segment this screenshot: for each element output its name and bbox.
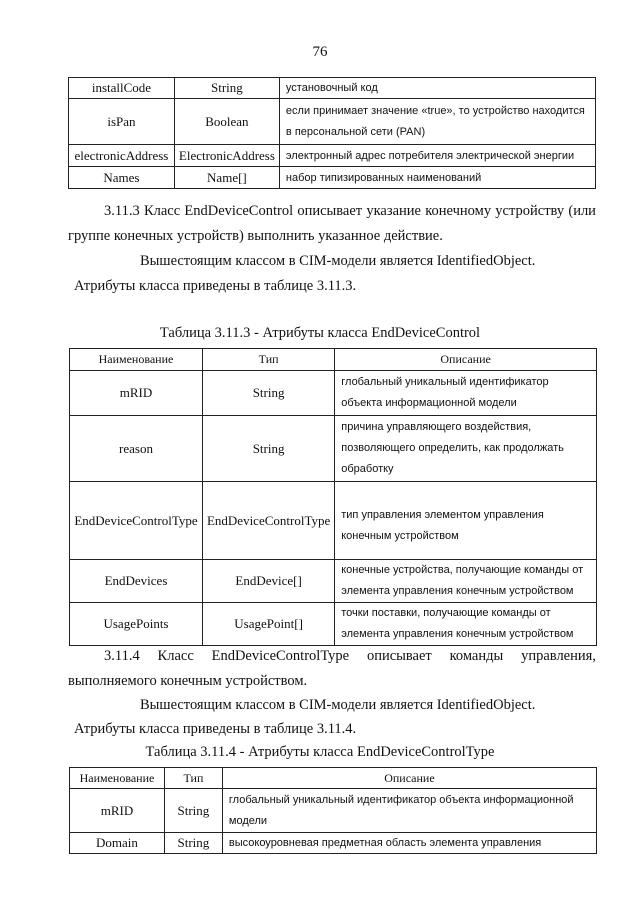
table-3-11-4 <box>69 767 597 854</box>
section-3-11-3-line-4: Атрибуты класса приведены в таблице 3.11.3. <box>74 278 357 294</box>
attr-type: String <box>202 416 334 482</box>
attr-type: EndDevice[] <box>202 560 334 603</box>
section-3-11-4-line-3: Вышестоящим классом в CIM-модели является IdentifiedObject. <box>140 697 536 713</box>
attr-type: Name[] <box>174 167 279 189</box>
attr-desc: причина управляющего воздействия, позволяющего определить, как продолжать обработку <box>335 416 597 482</box>
table-row <box>69 99 596 145</box>
column-header: Наименование <box>70 768 165 789</box>
attr-name: EndDeviceControlType <box>70 482 203 560</box>
attr-name: reason <box>70 416 203 482</box>
table-row <box>70 560 597 603</box>
table-row <box>70 833 597 854</box>
attr-name: Domain <box>70 833 165 854</box>
table-header-row <box>70 768 597 789</box>
attr-desc: набор типизированных наименований <box>279 167 595 189</box>
table-3-11-3 <box>69 348 597 646</box>
attr-name: isPan <box>69 99 175 145</box>
section-3-11-3-line-3: Вышестоящим классом в CIM-модели является IdentifiedObject. <box>140 253 536 269</box>
table-row <box>70 789 597 833</box>
attr-desc: установочный код <box>279 78 595 99</box>
table-row <box>70 482 597 560</box>
column-header: Описание <box>222 768 596 789</box>
attr-name: EndDevices <box>70 560 203 603</box>
attr-desc: конечные устройства, получающие команды от элемента управления конечным устройством <box>335 560 597 603</box>
attr-desc: если принимает значение «true», то устройство находится в персональной сети (PAN) <box>279 99 595 145</box>
section-3-11-3-line-1: 3.11.3 Класс EndDeviceControl описывает указание конечному устройству (или <box>104 203 596 219</box>
attr-name: mRID <box>70 789 165 833</box>
attr-name: Names <box>69 167 175 189</box>
attr-type: UsagePoint[] <box>202 603 334 646</box>
attributes-table-continued <box>68 77 596 189</box>
table-row <box>70 371 597 416</box>
table-row <box>70 603 597 646</box>
table-3-11-3-caption: Таблица 3.11.3 - Атрибуты класса EndDeviceControl <box>159 325 481 341</box>
section-3-11-4-line-2: выполняемого конечным устройством. <box>68 673 308 689</box>
section-3-11-3-line-2: группе конечных устройств) выполнить указанное действие. <box>68 228 443 244</box>
attr-desc: электронный адрес потребителя электрической энергии <box>279 145 595 167</box>
attr-name: installCode <box>69 78 175 99</box>
attr-desc: тип управления элементом управления конечным устройством <box>335 482 597 560</box>
table-row <box>69 145 596 167</box>
column-header: Тип <box>164 768 222 789</box>
section-3-11-4-line-1: 3.11.4 Класс EndDeviceControlType описывает команды управления, <box>104 648 596 664</box>
column-header: Описание <box>335 349 597 371</box>
attr-type: ElectronicAddress <box>174 145 279 167</box>
attr-name: electronicAddress <box>69 145 175 167</box>
table-row <box>69 78 596 99</box>
attr-desc: глобальный уникальный идентификатор объекта информационной модели <box>335 371 597 416</box>
table-row <box>69 167 596 189</box>
attr-desc: глобальный уникальный идентификатор объекта информационной модели <box>222 789 596 833</box>
attr-desc: высокоуровневая предметная область элемента управления <box>222 833 596 854</box>
attr-name: mRID <box>70 371 203 416</box>
column-header: Наименование <box>70 349 203 371</box>
table-row <box>70 416 597 482</box>
attr-type: String <box>164 833 222 854</box>
table-header-row <box>70 349 597 371</box>
attr-name: UsagePoints <box>70 603 203 646</box>
attr-desc: точки поставки, получающие команды от элемента управления конечным устройством <box>335 603 597 646</box>
attr-type: String <box>164 789 222 833</box>
section-3-11-4-line-4: Атрибуты класса приведены в таблице 3.11.4. <box>74 721 357 737</box>
attr-type: String <box>174 78 279 99</box>
attr-type: Boolean <box>174 99 279 145</box>
page-number: 76 <box>312 44 328 60</box>
column-header: Тип <box>202 349 334 371</box>
attr-type: EndDeviceControlType <box>202 482 334 560</box>
attr-type: String <box>202 371 334 416</box>
table-3-11-4-caption: Таблица 3.11.4 - Атрибуты класса EndDeviceControlType <box>145 744 495 760</box>
